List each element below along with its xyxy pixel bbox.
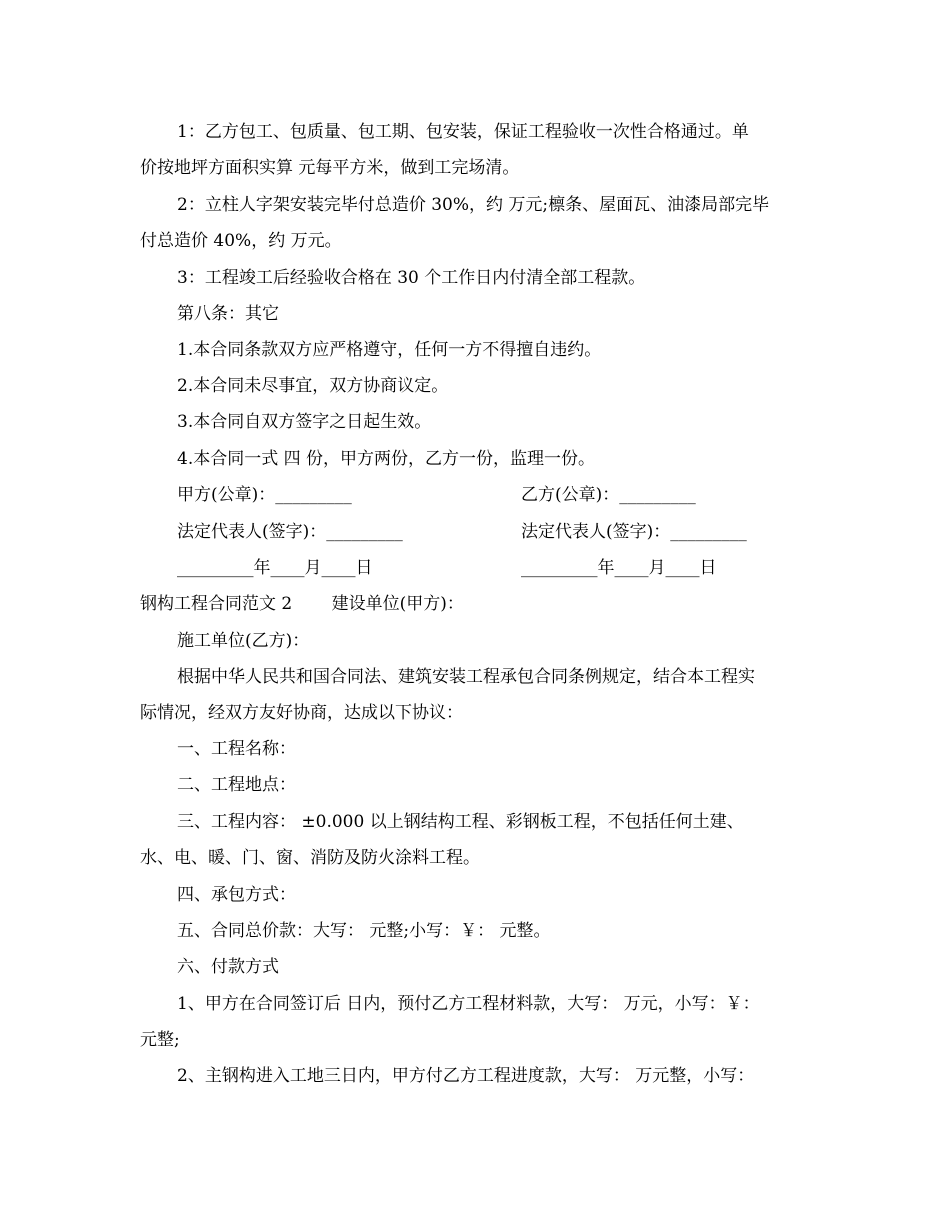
paragraph-line: 二、工程地点：	[177, 775, 296, 795]
paragraph-line: 3.本合同自双方签字之日起生效。	[177, 412, 432, 432]
paragraph-line: 施工单位(乙方)：	[177, 631, 310, 651]
party-a-date: _________年____月____日	[177, 558, 373, 578]
paragraph-line: 四、承包方式：	[177, 885, 296, 905]
paragraph-line: 三、工程内容： ±0.000 以上钢结构工程、彩钢板工程，不包括任何土建、	[177, 812, 744, 832]
party-a-representative: 法定代表人(签字)：_________	[177, 522, 403, 542]
paragraph-line: 付总造价 40%，约 万元。	[140, 231, 342, 251]
paragraph-line: 价按地坪方面积实算 元每平方米，做到工完场清。	[140, 158, 520, 178]
party-b-representative: 法定代表人(签字)：_________	[521, 522, 747, 542]
paragraph-line: 3：工程竣工后经验收合格在 30 个工作日内付清全部工程款。	[177, 268, 646, 288]
paragraph-line: 1：乙方包工、包质量、包工期、包安装，保证工程验收一次性合格通过。单	[177, 122, 749, 142]
paragraph-line: 根据中华人民共和国合同法、建筑安装工程承包合同条例规定，结合本工程实	[177, 667, 755, 687]
paragraph-line: 五、合同总价款：大写： 元整;小写：￥： 元整。	[177, 921, 551, 941]
paragraph-line: 水、电、暖、门、窗、消防及防火涂料工程。	[140, 848, 480, 868]
paragraph-line: 4.本合同一式 四 份，甲方两份，乙方一份，监理一份。	[177, 449, 596, 469]
document-title-line: 钢构工程合同范文 2 建设单位(甲方)：	[140, 594, 464, 614]
paragraph-line: 2：立柱人字架安装完毕付总造价 30%，约 万元;檩条、屋面瓦、油漆局部完毕	[177, 195, 770, 215]
paragraph-line: 一、工程名称：	[177, 739, 296, 759]
paragraph-line: 1.本合同条款双方应严格遵守，任何一方不得擅自违约。	[177, 340, 602, 360]
party-b-seal: 乙方(公章)：_________	[521, 485, 696, 505]
paragraph-line: 际情况，经双方友好协商，达成以下协议：	[140, 703, 463, 723]
paragraph-line: 2、主钢构进入工地三日内，甲方付乙方工程进度款，大写： 万元整，小写：	[177, 1066, 755, 1086]
paragraph-line: 2.本合同未尽事宜，双方协商议定。	[177, 376, 449, 396]
party-a-seal: 甲方(公章)：_________	[177, 485, 352, 505]
paragraph-line: 六、付款方式	[177, 957, 279, 977]
paragraph-line: 元整;	[140, 1030, 180, 1050]
section-heading: 第八条：其它	[177, 304, 279, 324]
party-b-date: _________年____月____日	[521, 558, 717, 578]
paragraph-line: 1、甲方在合同签订后 日内，预付乙方工程材料款，大写： 万元，小写：￥：	[177, 994, 760, 1014]
